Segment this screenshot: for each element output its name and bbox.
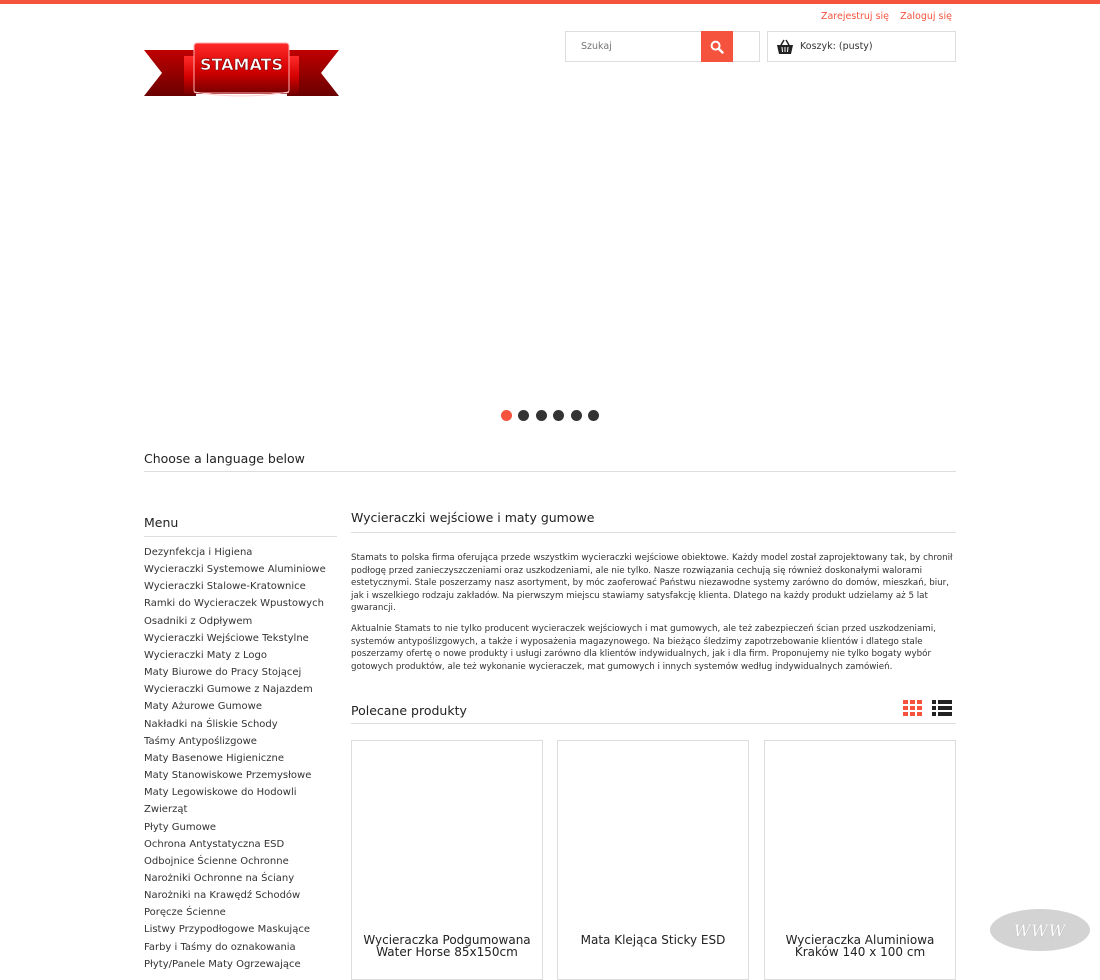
- slider-dot[interactable]: [518, 410, 529, 421]
- intro-paragraph: Aktualnie Stamats to nie tylko producent wycieraczek wejściowych i mat gumowych, ale też zabezpieczeń ścian przed uszkodzeniami, systemów antypoślizgowych, a także i wyposażenia magazynowego. Na bieżąco śledzimy zapotrzebowanie klientów i dlatego stale poszerzamy ofertę o nowe produkty i usługi zarówno dla klientów indywidualnych, jak i dla firm. Proponujemy nie tylko bogaty wybór gotowych produktów, ale też wykonanie wycieraczek, mat gumowych i innych systemów według indywidualnych zamówień.: [351, 623, 936, 672]
- slider-dot[interactable]: [571, 410, 582, 421]
- basket-icon: [776, 39, 794, 55]
- sidebar-item[interactable]: Maty Stanowiskowe Przemysłowe: [144, 770, 312, 782]
- cart-label: Koszyk:: [800, 41, 836, 52]
- sidebar-item[interactable]: Maty Basenowe Higieniczne: [144, 752, 285, 764]
- sidebar-item[interactable]: Osadniki z Odpływem: [144, 615, 253, 627]
- sidebar-item[interactable]: Narożniki Ochronne na Ściany: [144, 872, 295, 884]
- sidebar-item[interactable]: Nakładki na Śliskie Schody: [144, 718, 278, 730]
- product-card[interactable]: [764, 740, 956, 980]
- cart-status: (pusty): [838, 41, 873, 52]
- sidebar-menu: [144, 544, 337, 973]
- sidebar-item[interactable]: Płyty/Panele Maty Ogrzewające: [144, 958, 301, 970]
- search-icon: [710, 40, 724, 54]
- product-name[interactable]: Wycieraczka Aluminiowa Kraków 140 x 100 cm: [785, 933, 935, 959]
- login-link[interactable]: Zaloguj się: [900, 11, 952, 22]
- slider-dot[interactable]: [588, 410, 599, 421]
- register-link[interactable]: Zarejestruj się: [820, 11, 890, 22]
- site-logo[interactable]: [144, 40, 339, 102]
- sidebar-item[interactable]: Dezynfekcja i Higiena: [144, 547, 253, 558]
- sidebar-item[interactable]: Wycieraczki Maty z Logo: [144, 649, 267, 661]
- page-title: Wycieraczki wejściowe i maty gumowe: [351, 510, 956, 533]
- sidebar-item[interactable]: Ramki do Wycieraczek Wpustowych: [144, 598, 324, 610]
- search-input[interactable]: [566, 32, 700, 61]
- sidebar-item[interactable]: Odbojnice Ścienne Ochronne: [144, 855, 289, 867]
- sidebar-item[interactable]: Maty Ażurowe Gumowe: [144, 701, 262, 713]
- product-card[interactable]: [557, 740, 749, 980]
- language-prompt: Choose a language below: [144, 451, 956, 472]
- slider-pagination: [501, 410, 605, 421]
- slider-dot[interactable]: [501, 410, 512, 421]
- sidebar-item[interactable]: Narożniki na Krawędź Schodów: [144, 890, 301, 902]
- grid-view-icon[interactable]: [903, 700, 923, 720]
- search-button[interactable]: [701, 31, 733, 62]
- sidebar-item[interactable]: Listwy Przypodłogowe Maskujące: [144, 924, 310, 936]
- sidebar-item[interactable]: Wycieraczki Gumowe z Najazdem: [144, 684, 313, 696]
- intro-paragraph: Stamats to polska firma oferująca przede wszystkim wycieraczki wejściowe obiektowe. Każdy model został zaprojektowany tak, by chronił podłogę przed zanieczyszczeniami oraz uszkodzeniami, ale nie tylko. Nasze rozwiązania cechują się również doskonałymi walorami estetycznymi. Stale poszerzamy nasz asortyment, by móc zaoferować Państwu niezawodne systemy zarówno do domów, mieszkań, biur, jak i wszelkiego rodzaju zakładów. Na pierwszym miejscu stawiamy satysfakcję klienta. Dlatego na każdy produkt udzielamy aż 5 lat gwarancji.: [351, 553, 953, 614]
- sidebar-item[interactable]: Płyty Gumowe: [144, 821, 217, 833]
- main-content: [351, 510, 956, 673]
- product-card[interactable]: [351, 740, 543, 980]
- sidebar-title: Menu: [144, 515, 337, 537]
- sidebar-item[interactable]: Poręcze Ścienne: [144, 907, 226, 919]
- slider-dot[interactable]: [553, 410, 564, 421]
- sidebar-item[interactable]: Farby i Taśmy do oznakowania: [144, 941, 296, 953]
- list-view-icon[interactable]: [932, 700, 952, 720]
- featured-title: Polecane produkty: [351, 703, 467, 718]
- svg-text:STAMATS: STAMATS: [199, 55, 284, 74]
- sidebar-item[interactable]: Ochrona Antystatyczna ESD: [144, 838, 285, 850]
- slider-dot[interactable]: [536, 410, 547, 421]
- sidebar-item[interactable]: Wycieraczki Wejściowe Tekstylne: [144, 632, 309, 644]
- sidebar-item[interactable]: Wycieraczki Stalowe-Kratownice: [144, 581, 306, 593]
- cart-widget[interactable]: [767, 31, 956, 62]
- account-links: [813, 11, 952, 22]
- sidebar-item[interactable]: Taśmy Antypoślizgowe: [144, 735, 257, 747]
- sidebar-item[interactable]: Maty Biurowe do Pracy Stojącej: [144, 667, 302, 679]
- top-accent-bar: [0, 0, 1100, 4]
- www-badge[interactable]: WWW: [990, 909, 1090, 951]
- featured-header: [351, 700, 956, 724]
- search-box: [565, 31, 760, 62]
- product-name[interactable]: Mata Klejąca Sticky ESD: [580, 933, 726, 947]
- product-name[interactable]: Wycieraczka Podgumowana Water Horse 85x150cm: [363, 933, 531, 959]
- sidebar-item[interactable]: Wycieraczki Systemowe Aluminiowe: [144, 564, 326, 576]
- sidebar-item[interactable]: Maty Legowiskowe do Hodowli: [144, 787, 297, 799]
- sidebar-item[interactable]: Zwierząt: [144, 804, 188, 816]
